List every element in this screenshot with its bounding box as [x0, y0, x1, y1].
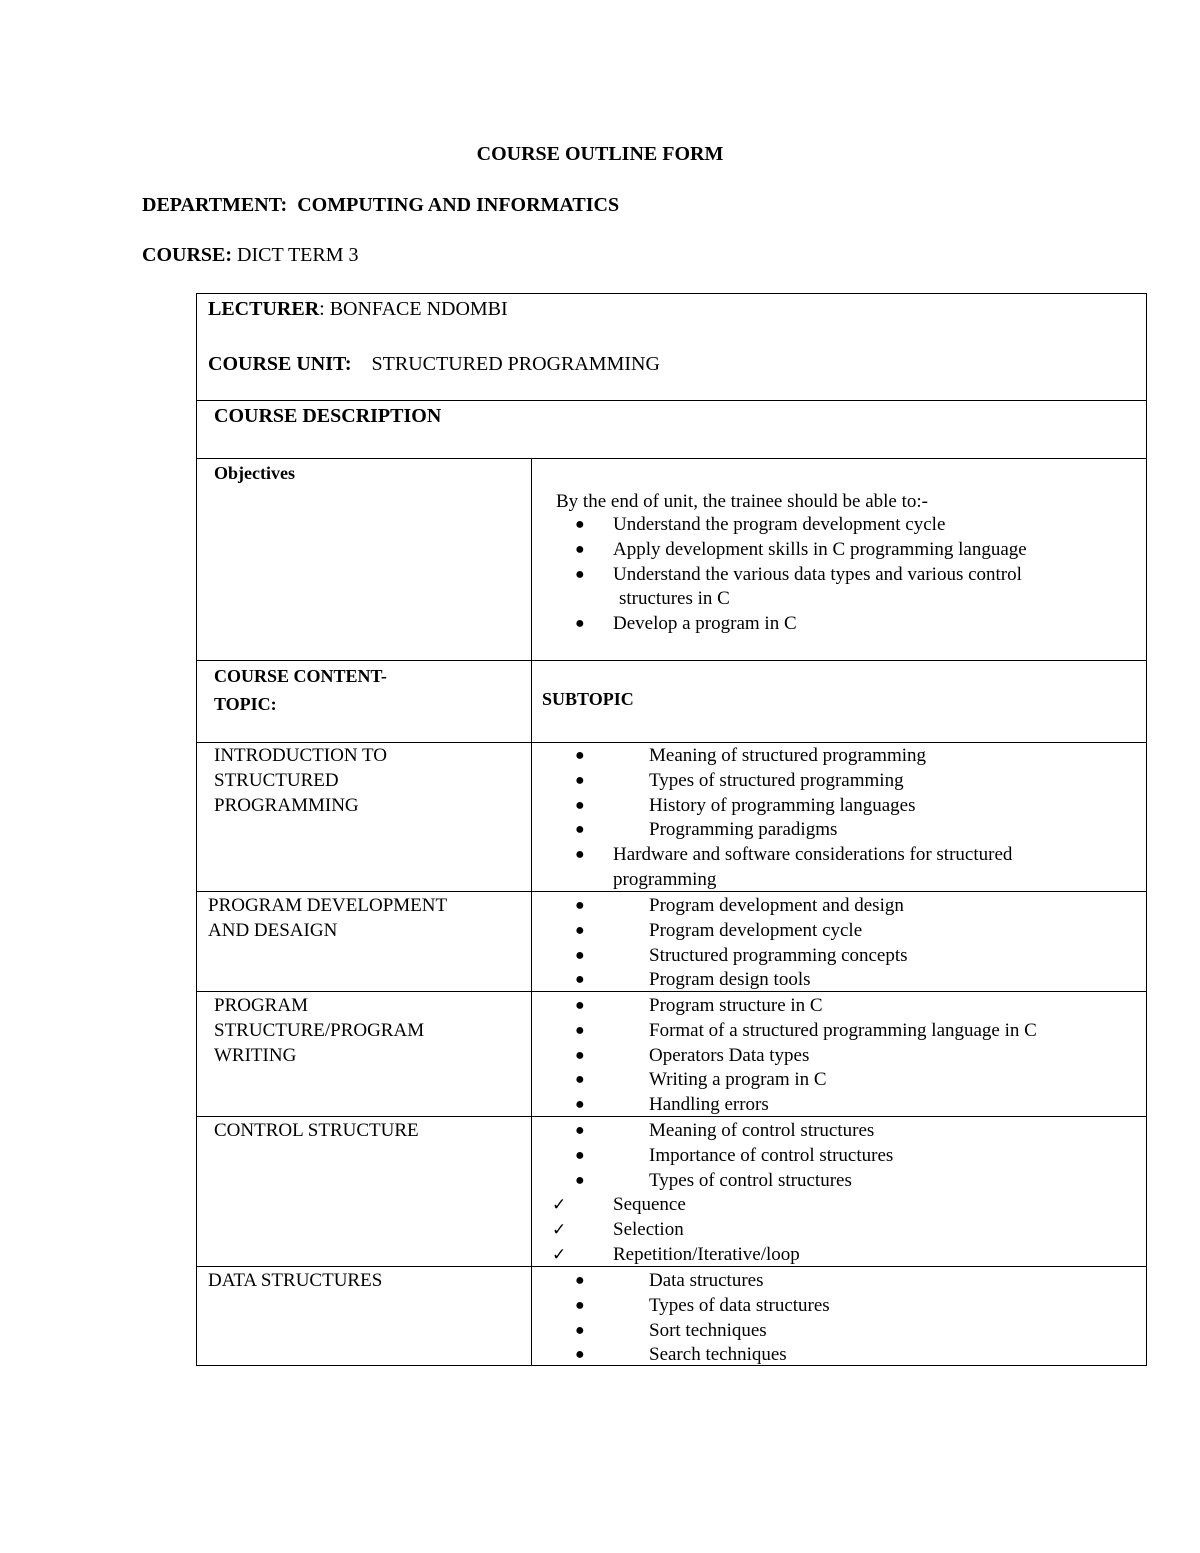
department-line: [142, 194, 619, 217]
column-divider: [531, 458, 532, 1365]
bullet-icon: ●: [575, 540, 585, 558]
subtopic-heading: SUBTOPIC: [542, 689, 634, 709]
list-item: ● Meaning of structured programming: [575, 744, 1012, 769]
bullet-icon: ●: [575, 846, 585, 864]
row-divider: [197, 458, 1146, 459]
bullet-icon: ●: [575, 946, 585, 964]
list-item: ✓ Selection: [552, 1218, 800, 1243]
lecturer-label: LECTURER: [208, 298, 320, 320]
lecturer-line: [208, 297, 508, 322]
bullet-icon: ●: [575, 1071, 585, 1089]
list-item: ● Operators Data types: [575, 1044, 1037, 1069]
lecturer-value: : BONFACE NDOMBI: [319, 298, 508, 320]
bullet-icon: ●: [575, 615, 585, 633]
unit-line: [208, 352, 660, 377]
bullet-icon: ●: [575, 921, 585, 939]
list-item: ● Importance of control structures: [575, 1144, 893, 1169]
list-item: ● Sort techniques: [575, 1319, 830, 1344]
bullet-icon: ●: [575, 1122, 585, 1139]
list-item: ● Programming paradigms: [575, 818, 1012, 843]
list-item: ● Understand the various data types and various control: [575, 563, 1027, 588]
list-item: ✓ Sequence: [552, 1193, 800, 1218]
bullet-icon: ●: [575, 1096, 585, 1114]
checked-list: [552, 1193, 800, 1267]
topic-title: DATA STRUCTURES: [208, 1270, 383, 1291]
bullet-icon: ●: [575, 1346, 585, 1364]
bullet-icon: ●: [575, 1272, 585, 1289]
list-item: ✓ Repetition/Iterative/loop: [552, 1243, 800, 1268]
bullet-icon: ●: [575, 897, 585, 914]
list-item: ● Types of structured programming: [575, 769, 1012, 794]
subtopic-list: [575, 994, 1037, 1118]
row-divider: [197, 660, 1146, 661]
bullet-icon: ●: [575, 821, 585, 839]
list-item: ● Handling errors: [575, 1093, 1037, 1118]
list-item: ● Apply development skills in C programming language: [575, 538, 1027, 563]
bullet-icon: ●: [575, 747, 585, 764]
list-item: ● Writing a program in C: [575, 1068, 1037, 1093]
bullet-icon: ●: [575, 1021, 585, 1039]
bullet-icon: ●: [575, 971, 585, 989]
list-item: ● Search techniques: [575, 1343, 830, 1368]
unit-label: COURSE UNIT:: [208, 353, 352, 375]
course-outline-table: [196, 293, 1147, 1366]
list-item-continuation: structures in C: [619, 588, 730, 610]
topic-title: PROGRAM STRUCTURE/PROGRAM WRITING: [214, 995, 425, 1066]
bullet-icon: ●: [575, 1046, 585, 1064]
objectives-list: [575, 513, 1027, 637]
course-label: COURSE:: [142, 244, 233, 266]
list-item: ● Types of data structures: [575, 1294, 830, 1319]
course-line: [142, 244, 359, 267]
list-item: ● Structured programming concepts: [575, 944, 908, 969]
objectives-label: Objectives: [214, 463, 295, 483]
bullet-icon: ●: [575, 1296, 585, 1314]
unit-value: STRUCTURED PROGRAMMING: [371, 353, 660, 375]
list-item-continuation: programming: [613, 868, 717, 890]
subtopic-list: [575, 744, 1012, 893]
list-item: ● Understand the program development cycle: [575, 513, 1027, 538]
bullet-icon: ●: [575, 565, 585, 583]
checkmark-icon: ✓: [552, 1195, 567, 1214]
form-title: COURSE OUTLINE FORM: [476, 143, 724, 165]
list-item: ● Format of a structured programming language in C: [575, 1019, 1037, 1044]
list-item: ● Program development cycle: [575, 919, 908, 944]
list-item: ● History of programming languages: [575, 794, 1012, 819]
list-item: ● Develop a program in C: [575, 612, 1027, 637]
department-value: COMPUTING AND INFORMATICS: [297, 194, 620, 216]
bullet-icon: ●: [575, 796, 585, 814]
course-description-heading: COURSE DESCRIPTION: [214, 405, 442, 427]
bullet-icon: ●: [575, 1321, 585, 1339]
list-item: ● Types of control structures: [575, 1169, 893, 1194]
list-item: ● Program development and design: [575, 894, 908, 919]
checkmark-icon: ✓: [552, 1219, 567, 1239]
list-item: ● Meaning of control structures: [575, 1119, 893, 1144]
row-divider: [197, 742, 1146, 743]
row-divider: [197, 400, 1146, 401]
bullet-icon: ●: [575, 997, 585, 1014]
course-value: DICT TERM 3: [237, 244, 359, 266]
topic-title: INTRODUCTION TO STRUCTURED PROGRAMMING: [214, 745, 387, 816]
bullet-icon: ●: [575, 516, 585, 533]
subtopic-list: [575, 1119, 893, 1193]
objectives-intro: By the end of unit, the trainee should be able to:-: [556, 491, 928, 512]
bullet-icon: ●: [575, 1171, 585, 1189]
bullet-icon: ●: [575, 1146, 585, 1164]
subtopic-list: [575, 1269, 830, 1368]
list-item: ● Hardware and software considerations for structured: [575, 843, 1012, 868]
list-item: ● Program structure in C: [575, 994, 1037, 1019]
bullet-icon: ●: [575, 771, 585, 789]
topic-title: CONTROL STRUCTURE: [214, 1120, 419, 1141]
subtopic-list: [575, 894, 908, 993]
topic-title: PROGRAM DEVELOPMENT AND DESAIGN: [208, 895, 448, 941]
list-item: ● Program design tools: [575, 968, 908, 993]
course-content-heading: COURSE CONTENT- TOPIC:: [214, 666, 387, 714]
list-item: ● Data structures: [575, 1269, 830, 1294]
checkmark-icon: ✓: [552, 1244, 567, 1264]
department-label: DEPARTMENT:: [142, 194, 288, 216]
